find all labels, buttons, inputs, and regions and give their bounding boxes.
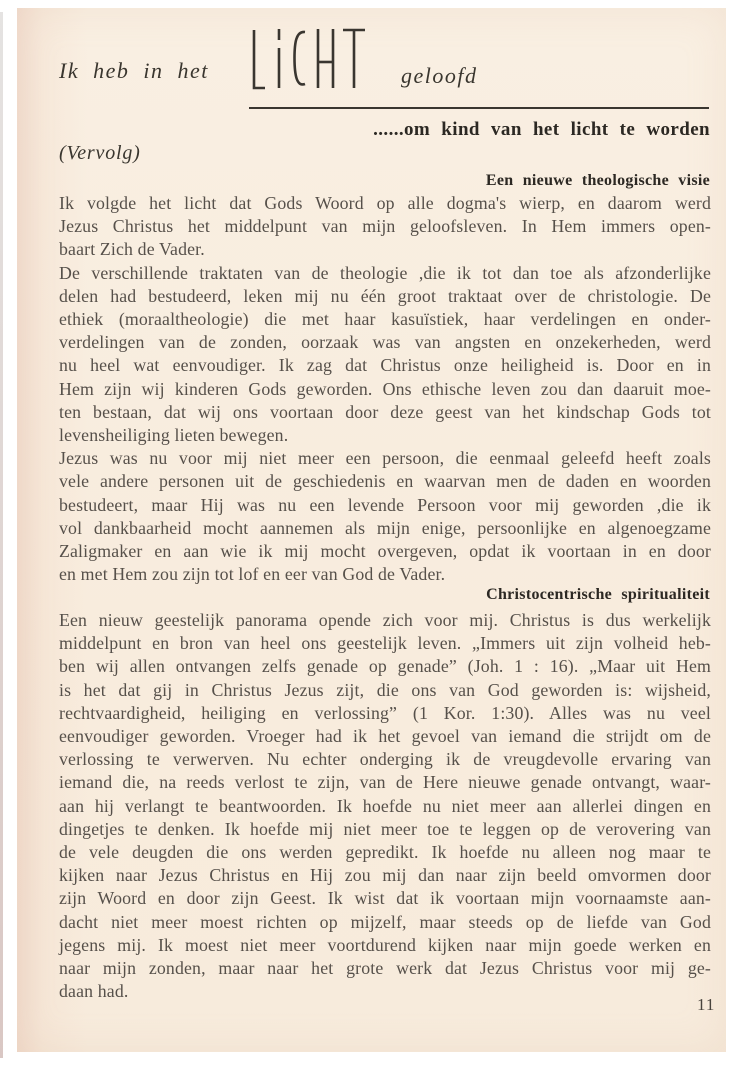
text-line: iemand die, na reeds verlost te zijn, van de Here nieuwe genade ontvangt, waar- [59,772,711,793]
text-line: middelpunt en bron van heel ons geestelijk leven. „Immers uit zijn volheid heb- [59,633,711,654]
section-heading: Een nieuwe theologische visie [485,172,710,189]
text-line: zijn Woord en door zijn Geest. Ik wist dat ik voortaan mijn voornaamste aan- [59,888,711,909]
text-line: dacht niet meer moest richten op mijzelf, maar steeds op de liefde van God [59,911,711,932]
text-line: naar mijn zonden, maar naar het grote werk dat Jezus Christus voor mij ge- [59,958,711,979]
subtitle-text: ......om kind van het licht te worden [373,119,710,140]
text-line: Zaligmaker en aan wie ik mij mocht overgeven, opdat ik voortaan in en door [59,541,711,562]
text-line: daan had. [59,981,129,1002]
text-line: rechtvaardigheid, heiliging en verlossing” (1 Kor. 1:30). Alles was nu veel [59,702,711,723]
licht-logo [247,27,369,93]
text-line: Een nieuw geestelijk panorama opende zich voor mij. Christus is dus werkelijk [59,610,711,630]
text-line: jegens mij. Ik moest niet meer voortdurend kijken naar mijn goede werken en [59,934,711,955]
text-line: dingetjes te denken. Ik hoefde mij niet meer toe te leggen op de verovering van [59,818,711,839]
text-line: aan hij verlangt te beantwoorden. Ik hoefde nu niet meer aan allerlei dingen en [59,795,711,816]
text-line: ethiek (moraaltheologie) die met haar kasuïstiek, haar verdelingen en onder- [59,309,711,330]
text-line: is het dat gij in Christus Jezus zijt, die ons van God geworden is: wijsheid, [59,679,711,700]
section-heading: Christocentrische spiritualiteit [486,586,710,603]
text-line: en met Hem zou zijn tot lof en eer van God de Vader. [59,564,446,585]
text-line: nu heel wat eenvoudiger. Ik zag dat Christus onze heiligheid is. Door en in [59,355,711,376]
text-line: ten bestaan, dat wij ons voortaan door deze geest van het kindschap Gods tot [59,401,711,422]
text-line: delen had bestudeerd, leken mij nu één groot traktaat over de christologie. De [59,285,711,306]
continuation-note: (Vervolg) [59,142,141,164]
header-rule [249,107,709,109]
text-line: De verschillende traktaten van de theologie ,die ik tot dan toe als afzonderlijke [59,262,711,283]
page-number: 11 [697,995,716,1014]
text-line: Jezus Christus het middelpunt van mijn geloofsleven. In Hem immers open- [59,216,711,237]
text-line: vol dankbaarheid mocht aannemen als mijn enige, persoonlijke en algenoegzame [59,517,711,538]
text-line: Ik volgde het licht dat Gods Woord op alle dogma's wierp, en daarom werd [59,193,711,213]
text-line: vele andere personen uit de geschiedenis en waarvan men de daden en woorden [59,471,711,492]
text-line: verlossing te verwerven. Nu echter onderging ik de vreugdevolle ervaring van [59,749,711,770]
text-line: bestudeert, maar Hij was nu een levende Persoon voor mij geworden ,die ik [59,494,711,515]
text-line: kijken naar Jezus Christus en Hij zou mij dan naar zijn beeld omvormen door [59,865,711,886]
text-line: Jezus was nu voor mij niet meer een persoon, die eenmaal geleefd heeft zoals [59,448,711,469]
section-body [59,609,711,1003]
title-prefix-text: Ik heb in het [59,58,209,83]
text-line: Hem zijn wij kinderen Gods geworden. Ons ethische leven zou dan daaruit moe- [59,378,711,399]
text-line: baart Zich de Vader. [59,239,205,260]
section-body [59,192,711,586]
text-line: eenvoudiger geworden. Vroeger had ik het gevoel van iemand die strijdt om de [59,726,711,747]
text-line: levensheiliging lieten bewegen. [59,425,289,446]
title-suffix-text: geloofd [401,63,478,88]
book-page [17,8,726,1052]
text-line: de vele deugden die ons werden gepredikt. Ik hoefde nu alleen nog maar te [59,842,711,863]
text-line: verdelingen van de zonden, oorzaak was van angsten en onzekerheden, werd [59,332,711,353]
text-line: ben wij allen ontvangen zelfs genade op genade” (Joh. 1 : 16). „Maar uit Hem [59,656,711,677]
